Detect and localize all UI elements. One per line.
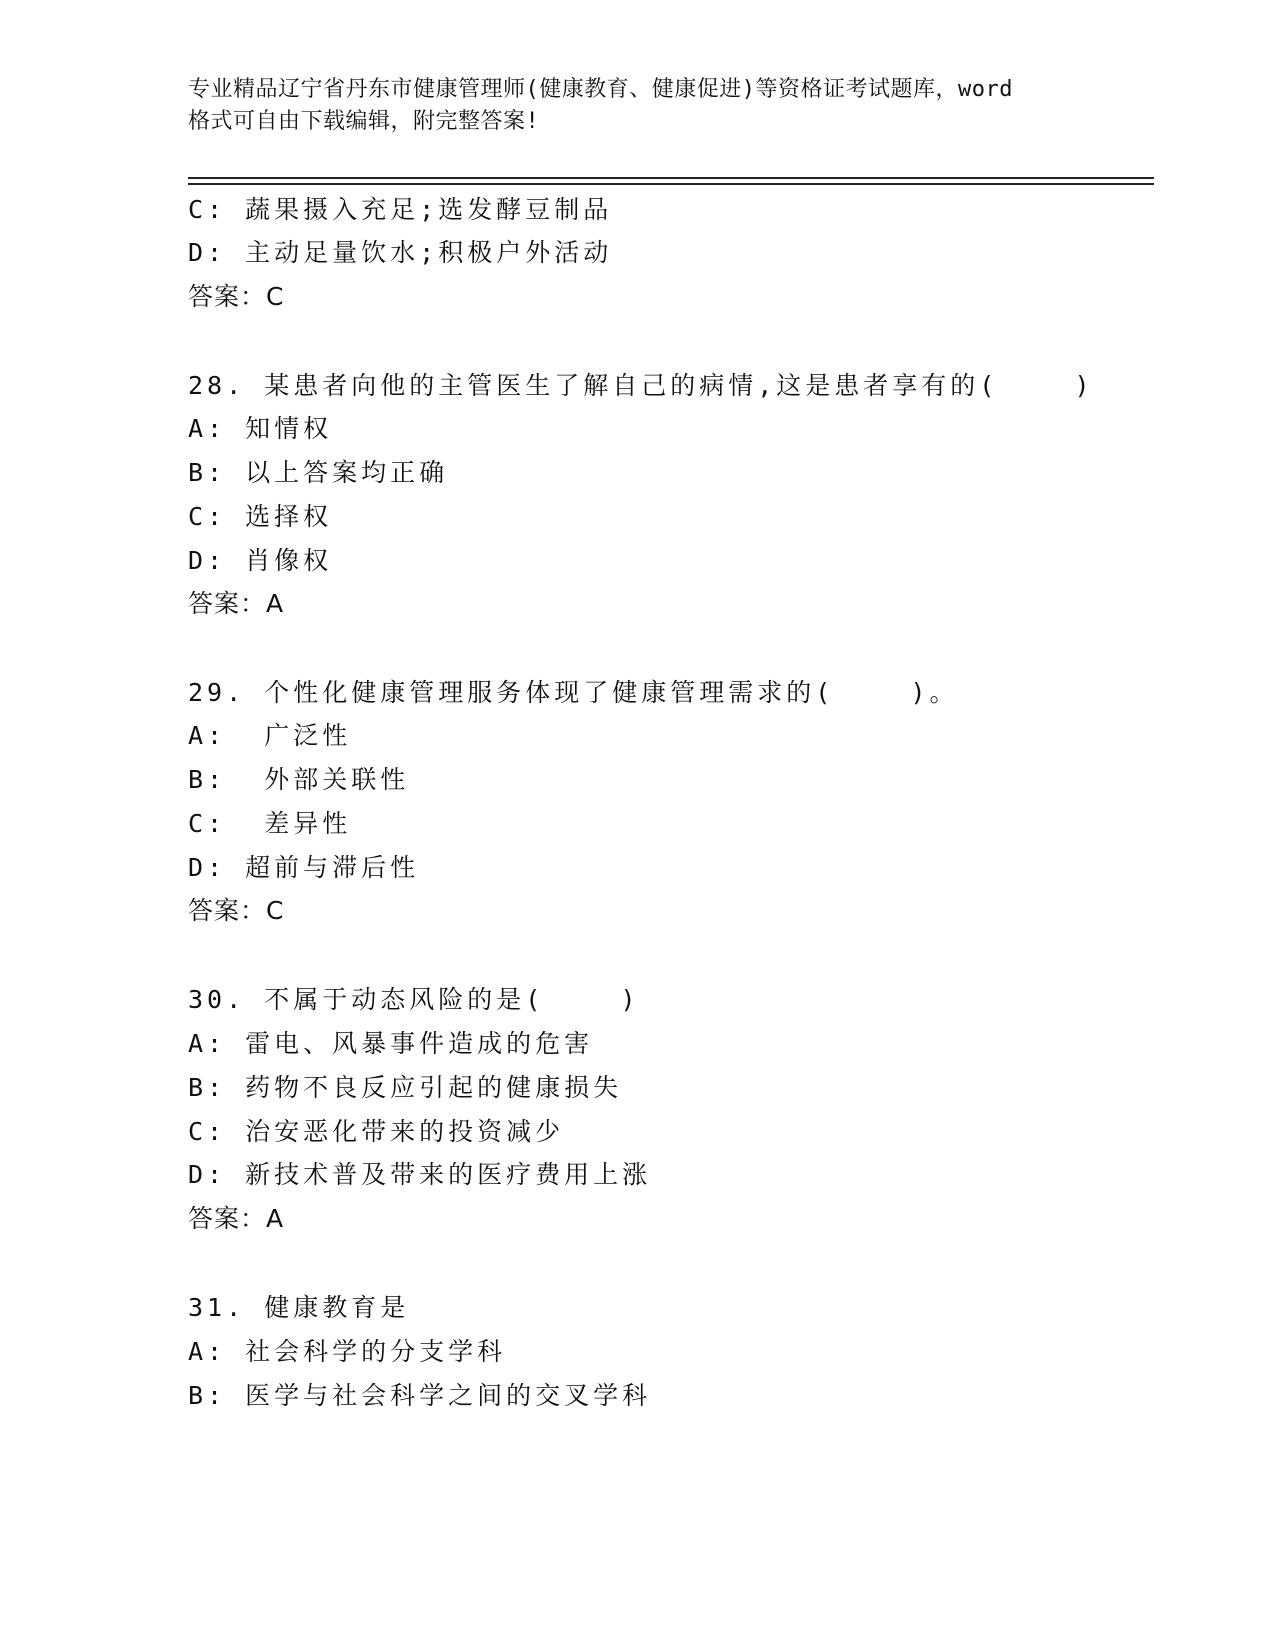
question-stem: 28. 某患者向他的主管医生了解自己的病情,这是患者享有的( ) (188, 371, 1094, 400)
question-stem: 31. 健康教育是 (188, 1293, 410, 1322)
question-stem: 30. 不属于动态风险的是( ) (188, 985, 640, 1014)
option-d: D: 主动足量饮水;积极户外活动 (188, 238, 613, 267)
header-rule-top (188, 177, 1154, 179)
option-a: A: 知情权 (188, 414, 333, 443)
answer-line: 答案：C (188, 282, 285, 311)
option-a: A: 广泛性 (188, 721, 352, 750)
option-d: D: 新技术普及带来的医疗费用上涨 (188, 1160, 652, 1189)
option-c: C: 治安恶化带来的投资减少 (188, 1117, 565, 1146)
header-line-2: 格式可自由下载编辑，附完整答案! (188, 109, 540, 134)
option-b: B: 外部关联性 (188, 765, 410, 794)
option-b: B: 医学与社会科学之间的交叉学科 (188, 1381, 652, 1410)
answer-line: 答案：C (188, 896, 285, 925)
header-rule-bottom (188, 183, 1154, 185)
option-d: D: 肖像权 (188, 546, 333, 575)
document-header (188, 74, 1088, 138)
option-c: C: 选择权 (188, 502, 333, 531)
question-stem: 29. 个性化健康管理服务体现了健康管理需求的( )。 (188, 678, 959, 707)
answer-line: 答案：A (188, 589, 285, 618)
answer-line: 答案：A (188, 1204, 285, 1233)
option-c: C: 蔬果摄入充足;选发酵豆制品 (188, 195, 613, 224)
option-d: D: 超前与滞后性 (188, 853, 420, 882)
header-line-1: 专业精品辽宁省丹东市健康管理师(健康教育、健康促进)等资格证考试题库，word (188, 77, 1013, 102)
option-c: C: 差异性 (188, 809, 352, 838)
option-b: B: 以上答案均正确 (188, 458, 449, 487)
option-b: B: 药物不良反应引起的健康损失 (188, 1073, 623, 1102)
option-a: A: 雷电、风暴事件造成的危害 (188, 1029, 594, 1058)
option-a: A: 社会科学的分支学科 (188, 1337, 507, 1366)
